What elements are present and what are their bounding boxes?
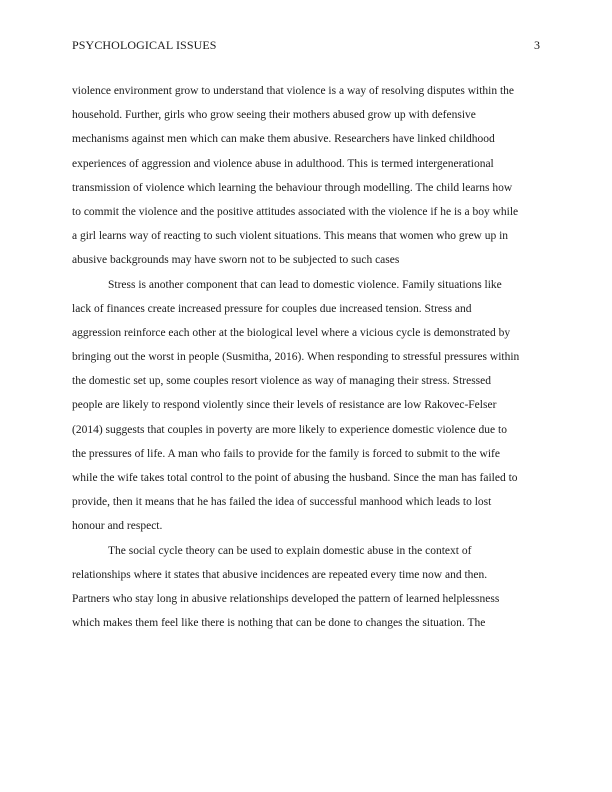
text-line: people are likely to respond violently since their levels of resistance are low Rakovec-Felser bbox=[72, 399, 497, 412]
text-line: relationships where it states that abusive incidences are repeated every time now and then. bbox=[72, 568, 488, 581]
running-head-title: PSYCHOLOGICAL ISSUES bbox=[72, 38, 217, 52]
text-line: The social cycle theory can be used to explain domestic abuse in the context of bbox=[108, 544, 472, 557]
text-line: while the wife takes total control to the point of abusing the husband. Since the man has failed to bbox=[72, 472, 518, 484]
text-line: mechanisms against men which can make them abusive. Researchers have linked childhood bbox=[72, 133, 495, 146]
text-line: provide, then it means that he has failed the idea of successful manhood which leads to lost bbox=[72, 496, 492, 509]
text-line: violence environment grow to understand that violence is a way of resolving disputes within the bbox=[72, 85, 515, 97]
text-line: household. Further, girls who grow seeing their mothers abused grow up with defensive bbox=[72, 109, 476, 122]
text-line: Stress is another component that can lead to domestic violence. Family situations like bbox=[108, 278, 502, 291]
text-line: to commit the violence and the positive attitudes associated with the violence if he is a boy while bbox=[72, 205, 519, 218]
text-line: bringing out the worst in people (Susmitha, 2016). When responding to stressful pressures within bbox=[72, 351, 520, 364]
text-line: the domestic set up, some couples resort violence as way of managing their stress. Stressed bbox=[72, 375, 492, 388]
text-line: aggression reinforce each other at the biological level where a vicious cycle is demonstrated by bbox=[72, 326, 511, 339]
text-line: Partners who stay long in abusive relationships developed the pattern of learned helplessness bbox=[72, 592, 500, 605]
text-line: experiences of aggression and violence abuse in adulthood. This is termed intergenerational bbox=[72, 157, 494, 170]
text-line: abusive backgrounds may have sworn not to be subjected to such cases bbox=[72, 254, 400, 267]
text-line: the pressures of life. A man who fails to provide for the family is forced to submit to the wife bbox=[72, 447, 500, 460]
body-text bbox=[72, 83, 540, 639]
text-line: a girl learns way of reacting to such violent situations. This means that women who grew up in bbox=[72, 230, 509, 243]
page-number: 3 bbox=[534, 38, 540, 52]
text-line: which makes them feel like there is nothing that can be done to changes the situation. The bbox=[72, 617, 486, 630]
running-head bbox=[72, 37, 540, 53]
text-line: (2014) suggests that couples in poverty are more likely to experience domestic violence due to bbox=[72, 423, 507, 436]
text-line: lack of finances create increased pressure for couples due increased tension. Stress and bbox=[72, 302, 472, 315]
text-line: transmission of violence which learning the behaviour through modelling. The child learns how bbox=[72, 181, 513, 194]
text-line: honour and respect. bbox=[72, 520, 163, 533]
